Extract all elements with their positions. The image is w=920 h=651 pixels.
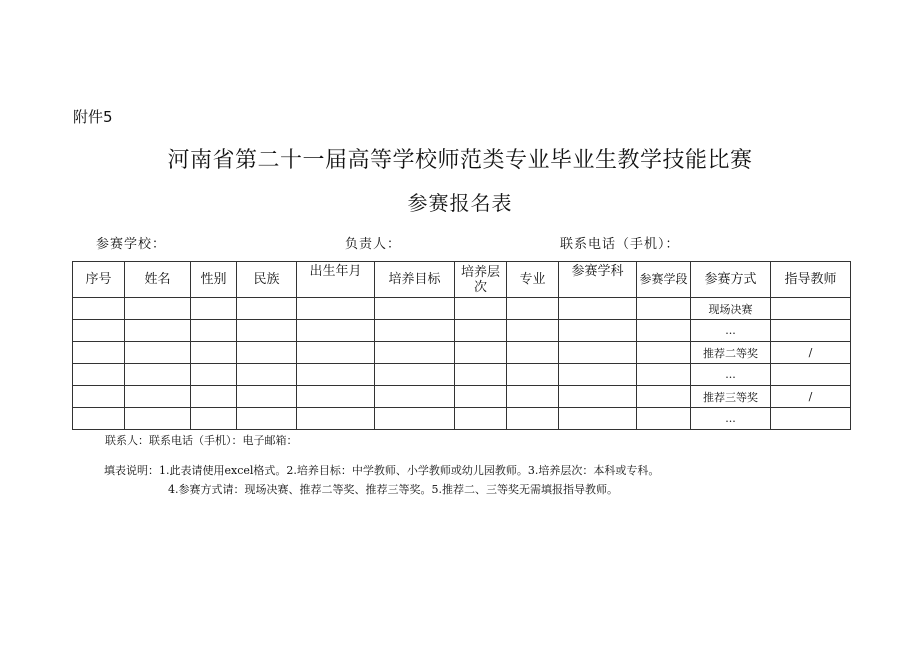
table-cell — [297, 342, 375, 364]
table-cell — [297, 298, 375, 320]
table-cell — [125, 408, 191, 430]
col-header-gender: 性别 — [191, 262, 237, 298]
table-cell — [507, 364, 559, 386]
col-header-training-level: 培养层次 — [455, 262, 507, 298]
table-cell — [191, 408, 237, 430]
table-cell — [73, 320, 125, 342]
table-cell — [455, 386, 507, 408]
col-header-training-goal: 培养目标 — [375, 262, 455, 298]
table-cell — [237, 408, 297, 430]
table-cell — [297, 386, 375, 408]
registration-table — [72, 261, 851, 430]
table-cell — [559, 342, 637, 364]
table-cell — [73, 364, 125, 386]
table-cell — [559, 320, 637, 342]
table-cell: / — [771, 386, 851, 408]
table-cell — [637, 320, 691, 342]
table-cell — [507, 342, 559, 364]
col-header-advisor: 指导教师 — [771, 262, 851, 298]
table-cell — [507, 408, 559, 430]
table-cell: 推荐二等奖 — [691, 342, 771, 364]
table-cell: 现场决赛 — [691, 298, 771, 320]
col-header-subject: 参赛学科 — [559, 262, 637, 298]
table-cell — [637, 408, 691, 430]
table-cell — [237, 342, 297, 364]
table-cell — [455, 364, 507, 386]
table-cell — [375, 320, 455, 342]
table-cell — [191, 386, 237, 408]
table-cell — [507, 386, 559, 408]
table-cell — [455, 408, 507, 430]
table-cell — [771, 408, 851, 430]
table-cell — [125, 298, 191, 320]
table-row — [73, 320, 851, 342]
phone-field-label: 联系电话（手机）： — [560, 237, 680, 252]
table-cell — [125, 320, 191, 342]
table-cell — [237, 298, 297, 320]
col-header-ethnicity: 民族 — [237, 262, 297, 298]
attachment-label: 附件5 — [73, 108, 113, 126]
table-cell — [297, 320, 375, 342]
table-cell — [507, 298, 559, 320]
table-cell — [455, 298, 507, 320]
table-header-row — [73, 262, 851, 298]
table-cell — [191, 364, 237, 386]
table-cell — [507, 320, 559, 342]
table-cell — [375, 408, 455, 430]
instructions-line-1: 填表说明：1.此表请使用excel格式。2.培养目标：中学教师、小学教师或幼儿园教师。3.培养层次：本科或专科。 — [104, 464, 660, 477]
table-row — [73, 408, 851, 430]
contact-footer: 联系人：联系电话（手机）：电子邮箱： — [105, 434, 298, 447]
table-cell — [375, 386, 455, 408]
col-header-name: 姓名 — [125, 262, 191, 298]
document-title: 河南省第二十一届高等学校师范类专业毕业生教学技能比赛 — [167, 148, 753, 173]
table-cell — [771, 298, 851, 320]
table-cell — [637, 342, 691, 364]
table-cell — [191, 298, 237, 320]
table-cell — [559, 364, 637, 386]
table-row — [73, 386, 851, 408]
table-cell — [73, 386, 125, 408]
document-subtitle: 参赛报名表 — [407, 191, 513, 215]
table-cell — [191, 342, 237, 364]
col-header-index: 序号 — [73, 262, 125, 298]
table-cell — [73, 342, 125, 364]
table-cell — [559, 386, 637, 408]
col-header-method: 参赛方式 — [691, 262, 771, 298]
person-in-charge-label: 负责人： — [345, 237, 402, 252]
table-cell — [559, 408, 637, 430]
col-header-stage: 参赛学段 — [637, 262, 691, 298]
table-cell — [237, 364, 297, 386]
table-cell — [375, 364, 455, 386]
col-header-major: 专业 — [507, 262, 559, 298]
table-cell — [637, 364, 691, 386]
table-cell: ... — [691, 364, 771, 386]
table-cell — [375, 342, 455, 364]
table-row — [73, 342, 851, 364]
table-cell — [297, 364, 375, 386]
table-row — [73, 298, 851, 320]
table-cell — [125, 342, 191, 364]
table-cell — [237, 386, 297, 408]
table-cell — [771, 364, 851, 386]
school-field-label: 参赛学校： — [96, 237, 167, 252]
table-cell — [637, 386, 691, 408]
table-cell: / — [771, 342, 851, 364]
table-cell — [771, 320, 851, 342]
table-cell — [559, 298, 637, 320]
instructions-line-2: 4.参赛方式请：现场决赛、推荐二等奖、推荐三等奖。5.推荐二、三等奖无需填报指导教师。 — [168, 483, 618, 496]
table-cell — [125, 364, 191, 386]
table-cell — [73, 298, 125, 320]
table-cell — [125, 386, 191, 408]
table-cell — [73, 408, 125, 430]
table-cell: 推荐三等奖 — [691, 386, 771, 408]
table-row — [73, 364, 851, 386]
table-cell — [455, 342, 507, 364]
table-cell — [191, 320, 237, 342]
table-cell — [455, 320, 507, 342]
col-header-birth: 出生年月 — [297, 262, 375, 298]
table-cell: ... — [691, 320, 771, 342]
table-cell — [237, 320, 297, 342]
table-cell — [637, 298, 691, 320]
table-cell — [297, 408, 375, 430]
table-cell: ... — [691, 408, 771, 430]
table-cell — [375, 298, 455, 320]
